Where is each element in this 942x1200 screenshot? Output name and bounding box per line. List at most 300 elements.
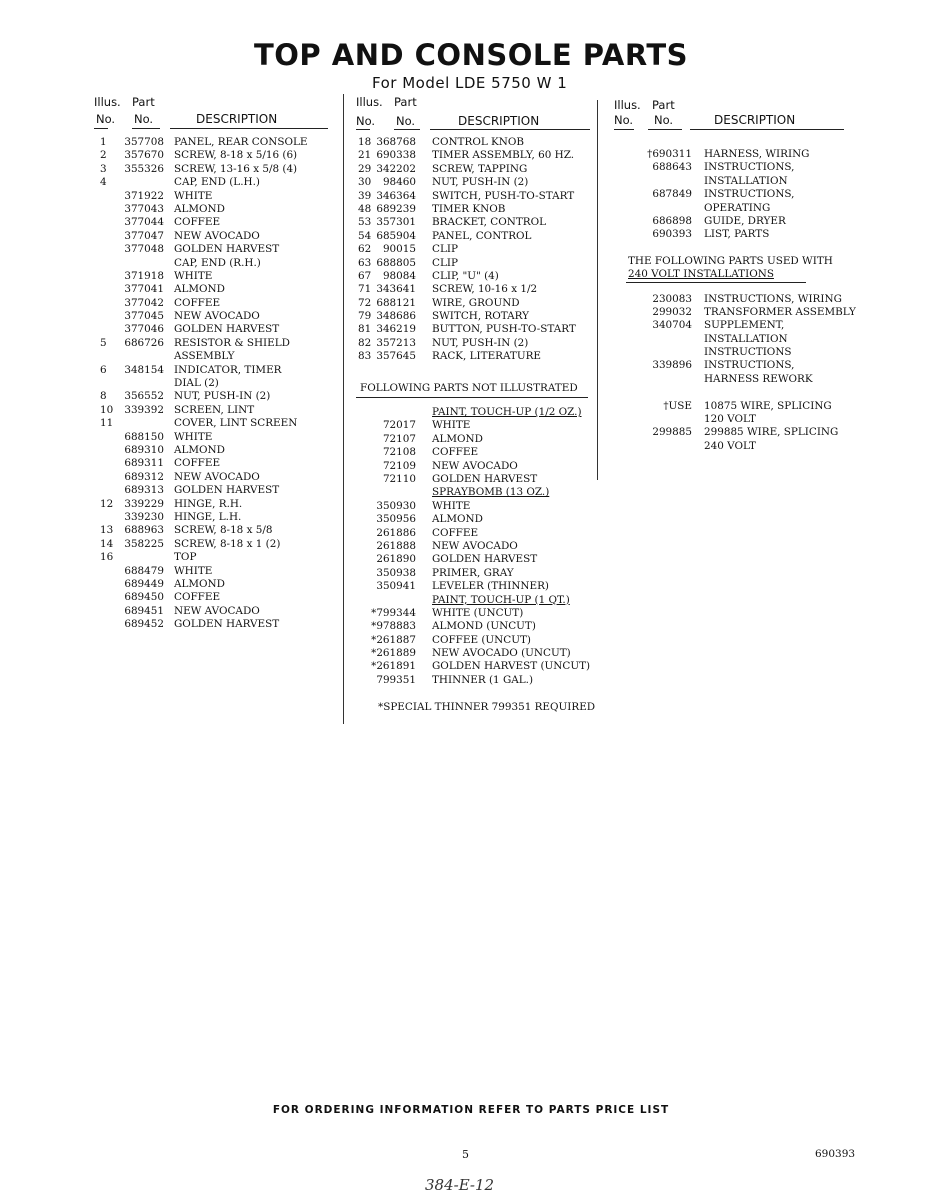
part-number: 358225 (124, 537, 164, 550)
parts-row (354, 433, 594, 446)
illus-number: 83 (358, 350, 372, 363)
part-description: TOP (174, 551, 197, 564)
illus-number: 81 (358, 323, 372, 336)
footnote: *SPECIAL THINNER 799351 REQUIRED (378, 701, 596, 714)
part-description: GUIDE, DRYER (704, 214, 786, 227)
parts-row (612, 148, 862, 161)
header-rule (690, 129, 844, 130)
parts-row (612, 228, 862, 241)
part-number: 348686 (376, 310, 416, 323)
part-no-label: No. (134, 112, 154, 126)
part-description: INSTRUCTIONS (704, 346, 792, 359)
part-number: 377045 (124, 310, 164, 323)
part-description: INSTALLATION (704, 332, 788, 345)
parts-row (92, 605, 332, 618)
header-rule (394, 129, 420, 130)
part-description: SWITCH, ROTARY (432, 310, 530, 323)
illus-number: 6 (100, 363, 107, 376)
part-description: NEW AVOCADO (174, 310, 260, 323)
parts-row (354, 567, 594, 580)
volt240-heading: 240 VOLT INSTALLATIONS (628, 268, 774, 281)
parts-row (92, 136, 332, 149)
part-description: COFFEE (UNCUT) (432, 633, 531, 646)
parts-row (92, 591, 332, 604)
part-description: GOLDEN HARVEST (174, 323, 280, 336)
parts-row (354, 660, 594, 673)
parts-row (354, 350, 594, 363)
parts-row (92, 350, 332, 363)
illus-number: 14 (100, 537, 114, 550)
spacer (612, 138, 862, 148)
part-description: 299885 WIRE, SPLICING (704, 426, 839, 439)
parts-list (612, 148, 862, 242)
part-number: 377043 (124, 202, 164, 215)
spacer (354, 687, 594, 701)
part-description: HARNESS, WIRING (704, 148, 810, 160)
parts-row (354, 553, 594, 566)
parts-row (354, 216, 594, 229)
part-no-label: No. (396, 114, 416, 128)
part-description: INDICATOR, TIMER (174, 363, 282, 376)
parts-row (354, 310, 594, 323)
part-number: 377044 (124, 216, 164, 229)
part-description: 10875 WIRE, SPLICING (704, 399, 832, 412)
part-description: CAP, END (R.H.) (174, 256, 261, 269)
illus-number: 3 (100, 162, 107, 175)
part-number: 350930 (376, 499, 416, 512)
part-number: 98460 (382, 176, 416, 189)
part-number: 72108 (382, 446, 416, 459)
parts-row (92, 176, 332, 189)
illus-no-label: No. (614, 113, 634, 127)
part-description: WHITE (UNCUT) (432, 606, 524, 619)
part-description: SCREW, 8-18 x 5/8 (174, 524, 273, 537)
part-number: 688805 (376, 256, 416, 269)
parts-row (92, 323, 332, 336)
parts-row (92, 457, 332, 470)
part-number: 689449 (124, 577, 164, 590)
part-description: COVER, LINT SCREEN (174, 417, 298, 430)
part-number: 688643 (652, 161, 692, 174)
part-description: DIAL (2) (174, 377, 219, 390)
part-description: SCREW, 13-16 x 5/8 (4) (174, 162, 298, 175)
part-description: PAINT, TOUCH-UP (1/2 OZ.) (432, 406, 582, 419)
part-description: CLIP (432, 256, 458, 269)
parts-row (354, 513, 594, 526)
part-number: 261890 (376, 553, 416, 566)
part-number: 377048 (124, 243, 164, 256)
part-description: GOLDEN HARVEST (432, 472, 538, 485)
parts-row (92, 498, 332, 511)
part-number: 299032 (652, 305, 692, 318)
illus-number: 1 (100, 136, 107, 148)
part-number: 689239 (376, 202, 416, 215)
part-description: SUPPLEMENT, (704, 319, 785, 332)
part-number: 377046 (124, 323, 164, 336)
part-number: 689311 (124, 457, 164, 470)
part-description: WHITE (174, 189, 213, 202)
parts-row (354, 620, 594, 633)
part-description: NEW AVOCADO (174, 470, 260, 483)
part-description: WIRE, GROUND (432, 296, 520, 309)
illus-number: 13 (100, 524, 114, 537)
part-number: 350941 (376, 580, 416, 593)
parts-row (92, 538, 332, 551)
part-number: 72017 (382, 419, 416, 432)
part-description: WHITE (174, 564, 213, 577)
part-no-label: No. (654, 113, 674, 127)
illus-number: 21 (358, 149, 372, 162)
part-number: 689452 (124, 618, 164, 631)
part-description: WHITE (432, 499, 471, 512)
part-description: WHITE (174, 430, 213, 443)
illus-number: 82 (358, 336, 372, 349)
parts-row (354, 500, 594, 513)
part-number: 690393 (652, 228, 692, 241)
part-description: COFFEE (174, 216, 221, 229)
column-divider (597, 100, 598, 480)
parts-row (354, 406, 594, 419)
parts-row (354, 323, 594, 336)
illus-number: 48 (358, 202, 372, 215)
part-number: 689313 (124, 484, 164, 497)
part-description: SCREEN, LINT (174, 403, 255, 416)
illus-number: 39 (358, 189, 372, 202)
parts-row (354, 486, 594, 499)
part-description: NUT, PUSH-IN (2) (174, 390, 271, 403)
parts-row (92, 551, 332, 564)
parts-row (92, 578, 332, 591)
part-description: NEW AVOCADO (432, 459, 518, 472)
part-description: NEW AVOCADO (174, 229, 260, 242)
parts-row (354, 149, 594, 162)
part-number: †USE (663, 399, 692, 412)
illus-number: 30 (358, 176, 372, 189)
part-description: COFFEE (174, 296, 221, 309)
part-description: CLIP, "U" (4) (432, 269, 499, 282)
part-description: PAINT, TOUCH-UP (1 QT.) (432, 593, 570, 606)
part-description: TIMER ASSEMBLY, 60 HZ. (432, 149, 575, 162)
column-divider (343, 94, 344, 724)
parts-column-2 (354, 94, 594, 715)
parts-row (612, 346, 862, 359)
part-number: 799351 (376, 673, 416, 686)
part-description: GOLDEN HARVEST (174, 243, 280, 256)
part-number: *261889 (371, 647, 416, 660)
part-number: 72110 (382, 472, 416, 485)
part-description: BUTTON, PUSH-TO-START (432, 323, 576, 336)
part-number: 689312 (124, 470, 164, 483)
parts-row (612, 215, 862, 228)
parts-row (92, 230, 332, 243)
part-label: Part (652, 98, 675, 112)
illus-number: 72 (358, 296, 372, 309)
parts-row (92, 257, 332, 270)
parts-row (354, 203, 594, 216)
part-description: ALMOND (174, 577, 225, 590)
part-description: CONTROL KNOB (432, 136, 525, 148)
part-number: 350938 (376, 566, 416, 579)
part-description: SCREW, 8-18 x 1 (2) (174, 537, 281, 550)
part-description: TRANSFORMER ASSEMBLY (704, 305, 856, 318)
part-description: HINGE, L.H. (174, 510, 242, 523)
section-rule (356, 397, 588, 398)
volt240-heading: THE FOLLOWING PARTS USED WITH (628, 254, 833, 267)
part-number: 377041 (124, 283, 164, 296)
part-description: HARNESS REWORK (704, 372, 813, 385)
parts-row (612, 413, 862, 426)
model-subtitle: For Model LDE 5750 W 1 (372, 74, 568, 92)
part-description: SCREW, 10-16 x 1/2 (432, 283, 538, 296)
part-number: 689451 (124, 604, 164, 617)
parts-row (92, 431, 332, 444)
part-number: 261888 (376, 539, 416, 552)
parts-row (92, 163, 332, 176)
part-description: ALMOND (174, 283, 225, 296)
illus-no-label: No. (356, 114, 376, 128)
part-number: 356552 (124, 390, 164, 403)
parts-row (612, 333, 862, 346)
description-label: DESCRIPTION (196, 112, 278, 126)
parts-row (612, 319, 862, 332)
parts-row (354, 527, 594, 540)
part-description: RESISTOR & SHIELD (174, 336, 290, 349)
illus-number: 54 (358, 229, 372, 242)
illus-number: 53 (358, 216, 372, 229)
part-description: INSTRUCTIONS, (704, 359, 795, 372)
part-description: SCREW, TAPPING (432, 162, 528, 175)
part-number: 355326 (124, 162, 164, 175)
part-description: NEW AVOCADO (432, 539, 518, 552)
part-description: PANEL, REAR CONSOLE (174, 136, 308, 148)
parts-row (612, 161, 862, 174)
parts-row (354, 540, 594, 553)
part-number: 688479 (124, 564, 164, 577)
description-label: DESCRIPTION (714, 113, 796, 127)
part-description: WHITE (432, 419, 471, 432)
illus-number: 12 (100, 497, 114, 510)
illus-number: 18 (358, 136, 372, 148)
volt240-list (612, 293, 862, 454)
parts-row (612, 175, 862, 188)
part-number: 689450 (124, 591, 164, 604)
part-number: 299885 (652, 426, 692, 439)
parts-row (354, 297, 594, 310)
part-number: 688150 (124, 430, 164, 443)
part-description: ALMOND (432, 513, 483, 526)
part-number: 686898 (652, 214, 692, 227)
part-description: GOLDEN HARVEST (432, 553, 538, 566)
illus-no-label: No. (96, 112, 116, 126)
part-number: 689310 (124, 443, 164, 456)
column-header (612, 96, 862, 138)
part-number: 350956 (376, 513, 416, 526)
parts-row (612, 306, 862, 319)
part-number: 346364 (376, 189, 416, 202)
parts-row (354, 270, 594, 283)
parts-row (92, 270, 332, 283)
part-description: ALMOND (174, 202, 225, 215)
parts-row (92, 149, 332, 162)
part-number: 346219 (376, 323, 416, 336)
part-number: 371918 (124, 269, 164, 282)
parts-row (354, 176, 594, 189)
header-rule (614, 129, 634, 130)
part-description: INSTRUCTIONS, (704, 161, 795, 174)
part-label: Part (132, 95, 155, 109)
part-number: 371922 (124, 189, 164, 202)
illus-number: 16 (100, 551, 114, 564)
part-description: TIMER KNOB (432, 202, 506, 215)
column-header (92, 94, 332, 136)
part-description: NEW AVOCADO (UNCUT) (432, 647, 571, 660)
parts-row (92, 565, 332, 578)
parts-row (92, 471, 332, 484)
part-description: ASSEMBLY (174, 350, 235, 363)
parts-row (354, 446, 594, 459)
document-number: 690393 (815, 1148, 856, 1160)
part-number: *261887 (371, 633, 416, 646)
illus-number: 29 (358, 162, 372, 175)
part-description: BRACKET, CONTROL (432, 216, 547, 229)
parts-row (92, 484, 332, 497)
part-description: LEVELER (THINNER) (432, 580, 549, 593)
illus-number: 11 (100, 417, 114, 430)
parts-row (354, 607, 594, 620)
section-rule (626, 282, 806, 283)
part-number: 72109 (382, 459, 416, 472)
page-title: TOP AND CONSOLE PARTS (253, 38, 689, 72)
part-description: INSTRUCTIONS, WIRING (704, 292, 842, 305)
part-description: PRIMER, GRAY (432, 566, 514, 579)
illus-number: 10 (100, 403, 114, 416)
part-number: 339392 (124, 403, 164, 416)
part-description: ALMOND (174, 443, 225, 456)
parts-row (612, 440, 862, 453)
part-number: 357301 (376, 216, 416, 229)
illus-label: Illus. (356, 95, 383, 109)
parts-row (354, 283, 594, 296)
header-rule (170, 128, 328, 129)
part-description: INSTALLATION (704, 174, 788, 187)
parts-row (354, 190, 594, 203)
part-number: 90015 (382, 243, 416, 256)
parts-row (92, 243, 332, 256)
parts-row (612, 400, 862, 413)
part-description: WHITE (174, 269, 213, 282)
parts-list (92, 136, 332, 631)
part-number: †690311 (647, 148, 692, 160)
parts-row (92, 511, 332, 524)
not-illustrated-list (354, 406, 594, 687)
parts-row (92, 310, 332, 323)
parts-row (92, 404, 332, 417)
part-description: LIST, PARTS (704, 228, 770, 241)
part-number: 688121 (376, 296, 416, 309)
parts-row (92, 364, 332, 377)
part-description: INSTRUCTIONS, (704, 188, 795, 201)
parts-row (92, 417, 332, 430)
part-number: 230083 (652, 292, 692, 305)
parts-row (354, 460, 594, 473)
parts-row (354, 257, 594, 270)
parts-row (92, 216, 332, 229)
part-number: 357708 (124, 136, 164, 148)
part-number: 368768 (376, 136, 416, 148)
header-rule (430, 129, 590, 130)
part-description: NUT, PUSH-IN (2) (432, 336, 529, 349)
part-number: 377042 (124, 296, 164, 309)
parts-row (354, 243, 594, 256)
part-number: 72107 (382, 432, 416, 445)
parts-row (354, 337, 594, 350)
parts-row (612, 386, 862, 399)
not-illustrated-heading: FOLLOWING PARTS NOT ILLUSTRATED (360, 381, 578, 394)
page-number: 5 (462, 1148, 469, 1161)
part-description: SCREW, 8-18 x 5/16 (6) (174, 149, 298, 162)
part-number: *799344 (371, 606, 416, 619)
part-description: COFFEE (432, 446, 479, 459)
part-number: 339230 (124, 510, 164, 523)
part-description: SPRAYBOMB (13 OZ.) (432, 486, 550, 499)
header-rule (94, 128, 108, 129)
part-number: 339229 (124, 497, 164, 510)
parts-row (354, 647, 594, 660)
part-number: 98084 (382, 269, 416, 282)
part-number: 343641 (376, 283, 416, 296)
part-description: PANEL, CONTROL (432, 229, 532, 242)
description-label: DESCRIPTION (458, 114, 540, 128)
part-description: CLIP (432, 243, 458, 256)
part-number: 685904 (376, 229, 416, 242)
part-description: COFFEE (174, 457, 221, 470)
parts-row (354, 163, 594, 176)
parts-column-1 (92, 94, 332, 631)
part-number: 688963 (124, 524, 164, 537)
parts-row (612, 426, 862, 439)
header-rule (648, 129, 682, 130)
parts-row (92, 524, 332, 537)
illus-number: 5 (100, 336, 107, 349)
part-description: NEW AVOCADO (174, 604, 260, 617)
spacer (612, 242, 862, 255)
part-label: Part (394, 95, 417, 109)
part-number: 342202 (376, 162, 416, 175)
illus-number: 67 (358, 269, 372, 282)
illus-number: 62 (358, 243, 372, 256)
part-description: SWITCH, PUSH-TO-START (432, 189, 575, 202)
parts-row (92, 337, 332, 350)
part-description: ALMOND (432, 432, 483, 445)
part-number: 348154 (124, 363, 164, 376)
part-description: 240 VOLT (704, 439, 756, 452)
spacer (354, 364, 594, 382)
part-description: 120 VOLT (704, 413, 756, 426)
parts-row (92, 444, 332, 457)
part-number: 357645 (376, 350, 416, 363)
illus-number: 8 (100, 390, 107, 403)
parts-row (354, 594, 594, 607)
parts-row (354, 419, 594, 432)
parts-row (612, 373, 862, 386)
parts-row (92, 618, 332, 631)
part-description: GOLDEN HARVEST (UNCUT) (432, 660, 591, 673)
part-description: HINGE, R.H. (174, 497, 243, 510)
part-description: COFFEE (174, 591, 221, 604)
parts-row (92, 190, 332, 203)
part-description: OPERATING (704, 201, 771, 214)
parts-row (354, 473, 594, 486)
